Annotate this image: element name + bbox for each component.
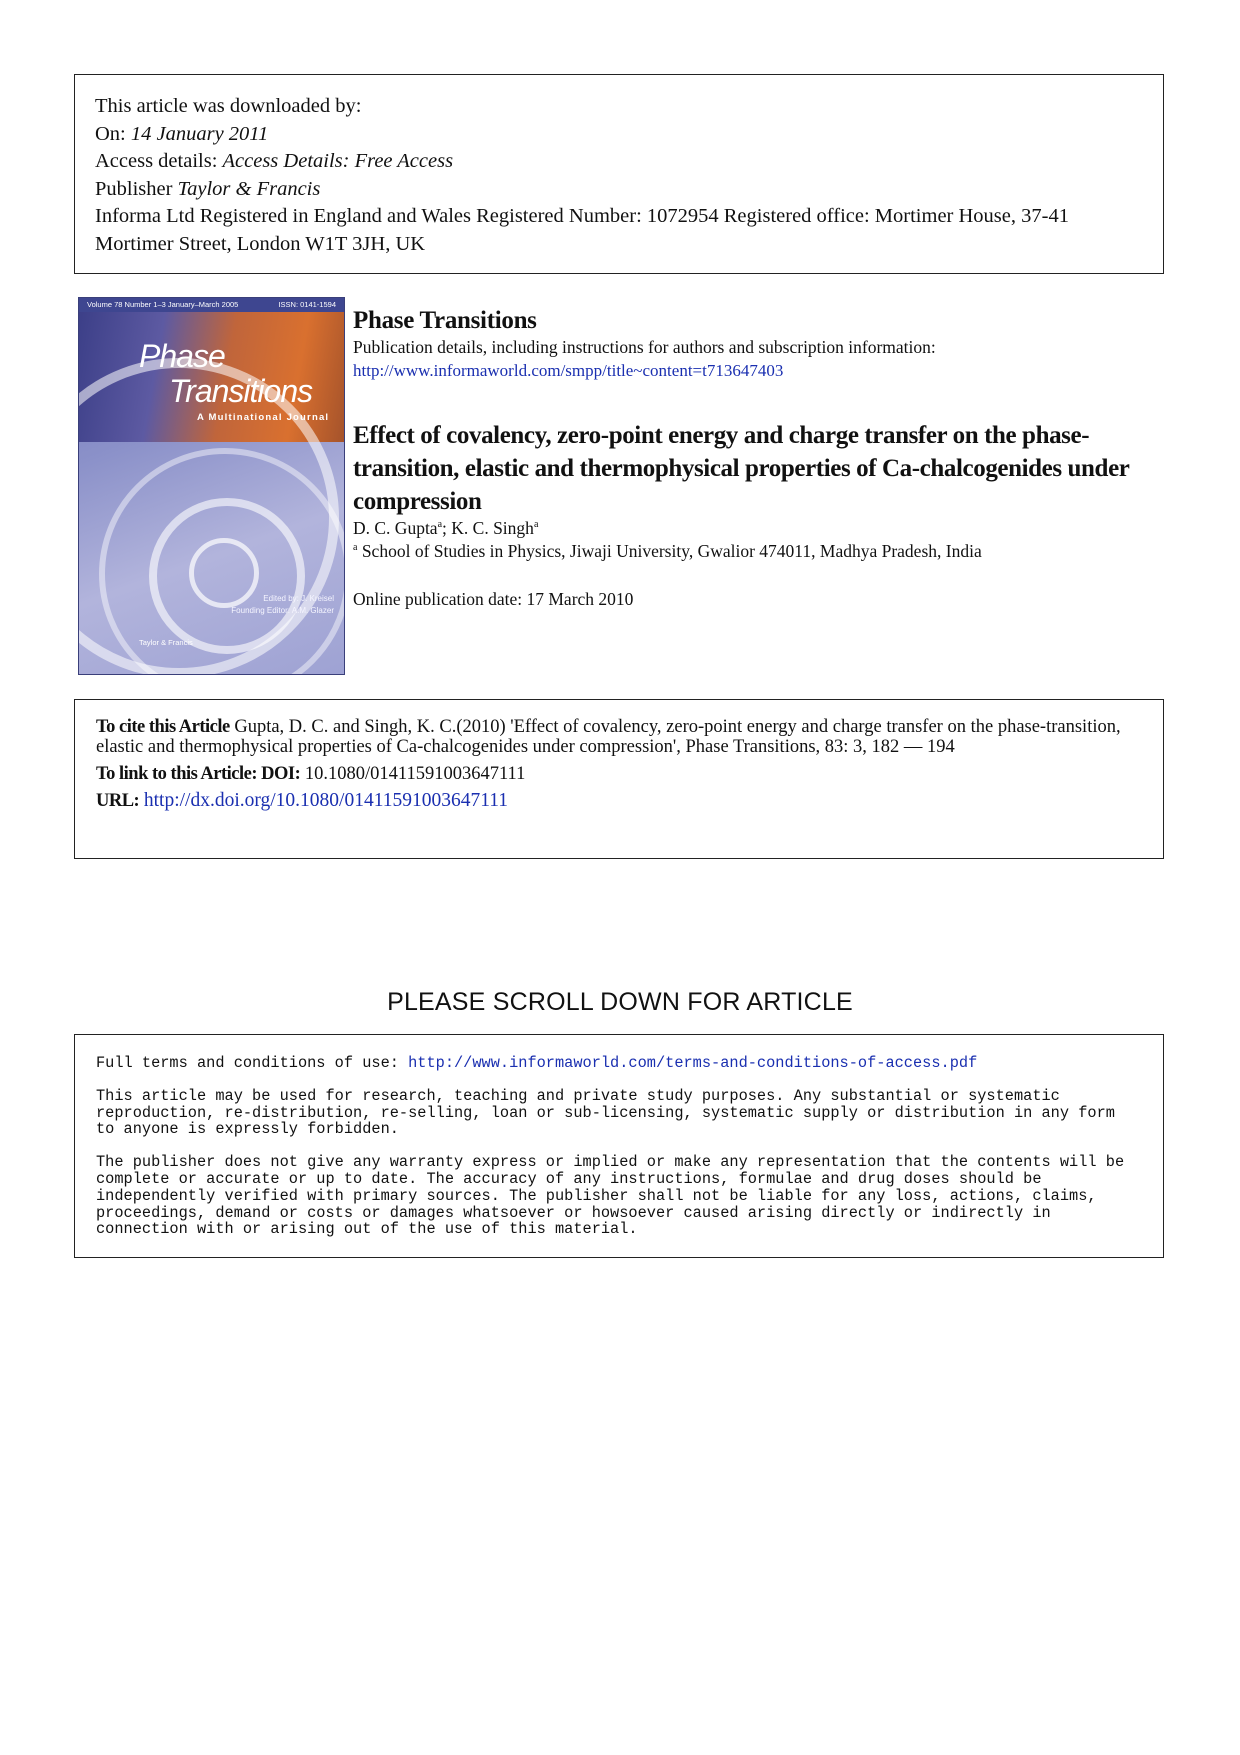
online-publication-date: Online publication date: 17 March 2010 [353,589,634,609]
publisher-line [95,176,1143,204]
registration-text: Informa Ltd Registered in England and Wales Registered Number: 1072954 Registered office: Mortimer House, 37-41 Mortimer Street, London W1T 3JH, UK [95,205,1069,255]
download-info-box [74,74,1164,274]
doi-label: To link to this Article: DOI: [96,764,301,784]
cover-title-transitions: Transitions [169,373,313,409]
author-2-affil-mark: a [533,519,539,531]
terms-url-link[interactable]: http://www.informaworld.com/terms-and-conditions-of-access.pdf [408,1054,978,1072]
journal-info [353,306,1153,382]
affiliation-text: School of Studies in Physics, Jiwaji University, Gwalior 474011, Madhya Pradesh, India [357,541,982,561]
citation-box [74,699,1164,859]
cover-top-bar [79,298,344,312]
cover-publisher-logo: Taylor & Francis [139,638,193,647]
article-authors [353,517,538,539]
terms-box [74,1034,1164,1258]
url-label: URL: [96,791,140,811]
access-value: Access Details: Free Access [222,150,454,172]
downloaded-by-text: This article was downloaded by: [95,95,362,117]
author-1: D. C. Gupta [353,518,438,538]
cite-this-article [96,717,1143,757]
cover-founding-editor: Founding Editor: A.M. Glazer [231,606,334,615]
terms-paragraph-1: This article may be used for research, teaching and private study purposes. Any substantial or systematic reproduction, re-distribution, re-selling, loan or sub-licensing, systematic supply or distribution in any form to anyone is expressly forbidden. [96,1086,1115,1139]
doi-line [96,764,1143,784]
download-date-line [95,121,1143,149]
scroll-down-notice: PLEASE SCROLL DOWN FOR ARTICLE [387,988,853,1016]
article-affiliation [353,540,982,562]
download-date: 14 January 2011 [130,122,269,145]
journal-cover-image [79,298,344,674]
publisher-label: Publisher [95,177,178,200]
journal-title: Phase Transitions [353,307,537,334]
journal-url-link[interactable]: http://www.informaworld.com/smpp/title~content=t713647403 [353,361,784,380]
access-details-line [95,148,1143,176]
full-terms-label: Full terms and conditions of use: [96,1054,409,1072]
cover-swirl-ring [189,538,259,608]
terms-paragraph-2: The publisher does not give any warranty express or implied or make any representation that the contents will be complete or accurate or up to date. The accuracy of any instructions, formulae and drug doses should be independently verified with primary sources. The publisher shall not be liable for any loss, actions, claims, proceedings, demand or costs or damages whatsoever or howsoever caused arising directly or indirectly in connection with or arising out of the use of this material. [96,1153,1125,1239]
cover-volume-info: Volume 78 Number 1–3 January–March 2005 [87,300,239,309]
author-1-affil-mark: a [437,519,443,531]
on-label: On: [95,122,131,145]
cover-issn: ISSN: 0141-1594 [278,300,336,309]
cover-tagline: A Multinational Journal [197,412,330,423]
cover-editor: Edited by: J. Kreisel [263,594,334,603]
doi-value: 10.1080/01411591003647111 [300,764,526,784]
doi-url-link[interactable]: http://dx.doi.org/10.1080/01411591003647111 [143,790,509,811]
journal-details: Publication details, including instructions for authors and subscription information: [353,337,936,357]
cover-title-phase: Phase [139,338,225,374]
affiliation-mark: a [353,542,358,554]
author-2: ; K. C. Singh [442,518,534,538]
full-terms-line [96,1055,1142,1072]
article-title: Effect of covalency, zero-point energy and charge transfer on the phase-transition, elastic and thermophysical properties of Ca-chalcogenides under compression [353,422,1130,515]
url-line [96,791,1143,811]
cite-text: Gupta, D. C. and Singh, K. C.(2010) 'Effect of covalency, zero-point energy and charge transfer on the phase-transition, elastic and thermophysical properties of Ca-chalcogenides under compression', Phase Transitions, 83: 3, 182 — 194 [96,717,1121,757]
cite-label: To cite this Article [96,717,230,737]
access-label: Access details: [95,150,223,172]
publisher-value: Taylor & Francis [177,177,321,200]
